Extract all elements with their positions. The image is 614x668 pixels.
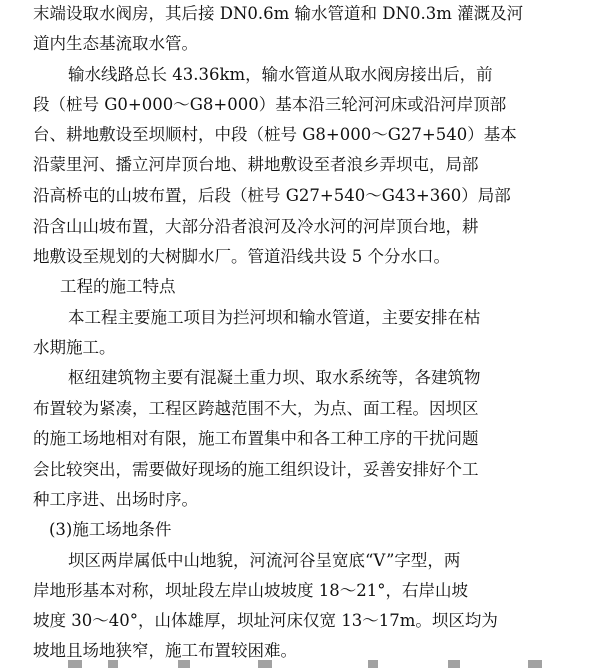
- section-heading-construction-features: 工程的施工特点: [60, 277, 176, 296]
- text-line-2: 道内生态基流取水管。: [33, 34, 198, 53]
- text-line-5: 台、耕地敷设至坝顺村，中段（桩号 G8+000～G27+540）基本: [33, 125, 517, 144]
- text-line-6: 沿蒙里河、播立河岸顶台地、耕地敷设至者浪乡弄坝屯，局部: [33, 155, 479, 174]
- text-line-17: 种工序进、出场时序。: [33, 490, 198, 509]
- text-line-13: 枢纽建筑物主要有混凝土重力坝、取水系统等，各建筑物: [68, 368, 481, 387]
- text-line-3: 输水线路总长 43.36km，输水管道从取水阀房接出后，前: [68, 65, 493, 84]
- section-heading-site-conditions: (3)施工场地条件: [49, 520, 172, 539]
- text-line-20: 岸地形基本对称，坝址段左岸山坡坡度 18～21°，右岸山坡: [33, 581, 468, 600]
- text-line-21: 坡度 30～40°，山体雄厚，坝址河床仅宽 13～17m。坝区均为: [33, 611, 498, 630]
- text-line-9: 地敷设至规划的大树脚水厂。管道沿线共设 5 个分水口。: [33, 247, 450, 266]
- text-line-14: 布置较为紧凑，工程区跨越范围不大，为点、面工程。因坝区: [33, 399, 479, 418]
- text-line-16: 会比较突出，需要做好现场的施工组织设计，妥善安排好个工: [33, 460, 479, 479]
- text-line-22: 坡地且场地狭窄，施工布置较困难。: [33, 641, 297, 660]
- text-line-19: 坝区两岸属低中山地貌，河流河谷呈宽底“V”字型，两: [68, 551, 461, 570]
- text-line-11: 本工程主要施工项目为拦河坝和输水管道，主要安排在枯: [68, 308, 481, 327]
- text-line-4: 段（桩号 G0+000～G8+000）基本沿三轮河河床或沿河岸顶部: [33, 95, 507, 114]
- cropped-next-line: [68, 660, 588, 668]
- text-line-1: 末端设取水阀房，其后接 DN0.6m 输水管道和 DN0.3m 灌溉及河: [33, 4, 524, 23]
- text-line-8: 沿含山山坡布置，大部分沿者浪河及冷水河的河岸顶台地，耕: [33, 217, 479, 236]
- text-line-15: 的施工场地相对有限，施工布置集中和各工种工序的干扰问题: [33, 429, 479, 448]
- text-line-12: 水期施工。: [33, 338, 116, 357]
- text-line-7: 沿高桥屯的山坡布置，后段（桩号 G27+540～G43+360）局部: [33, 186, 511, 205]
